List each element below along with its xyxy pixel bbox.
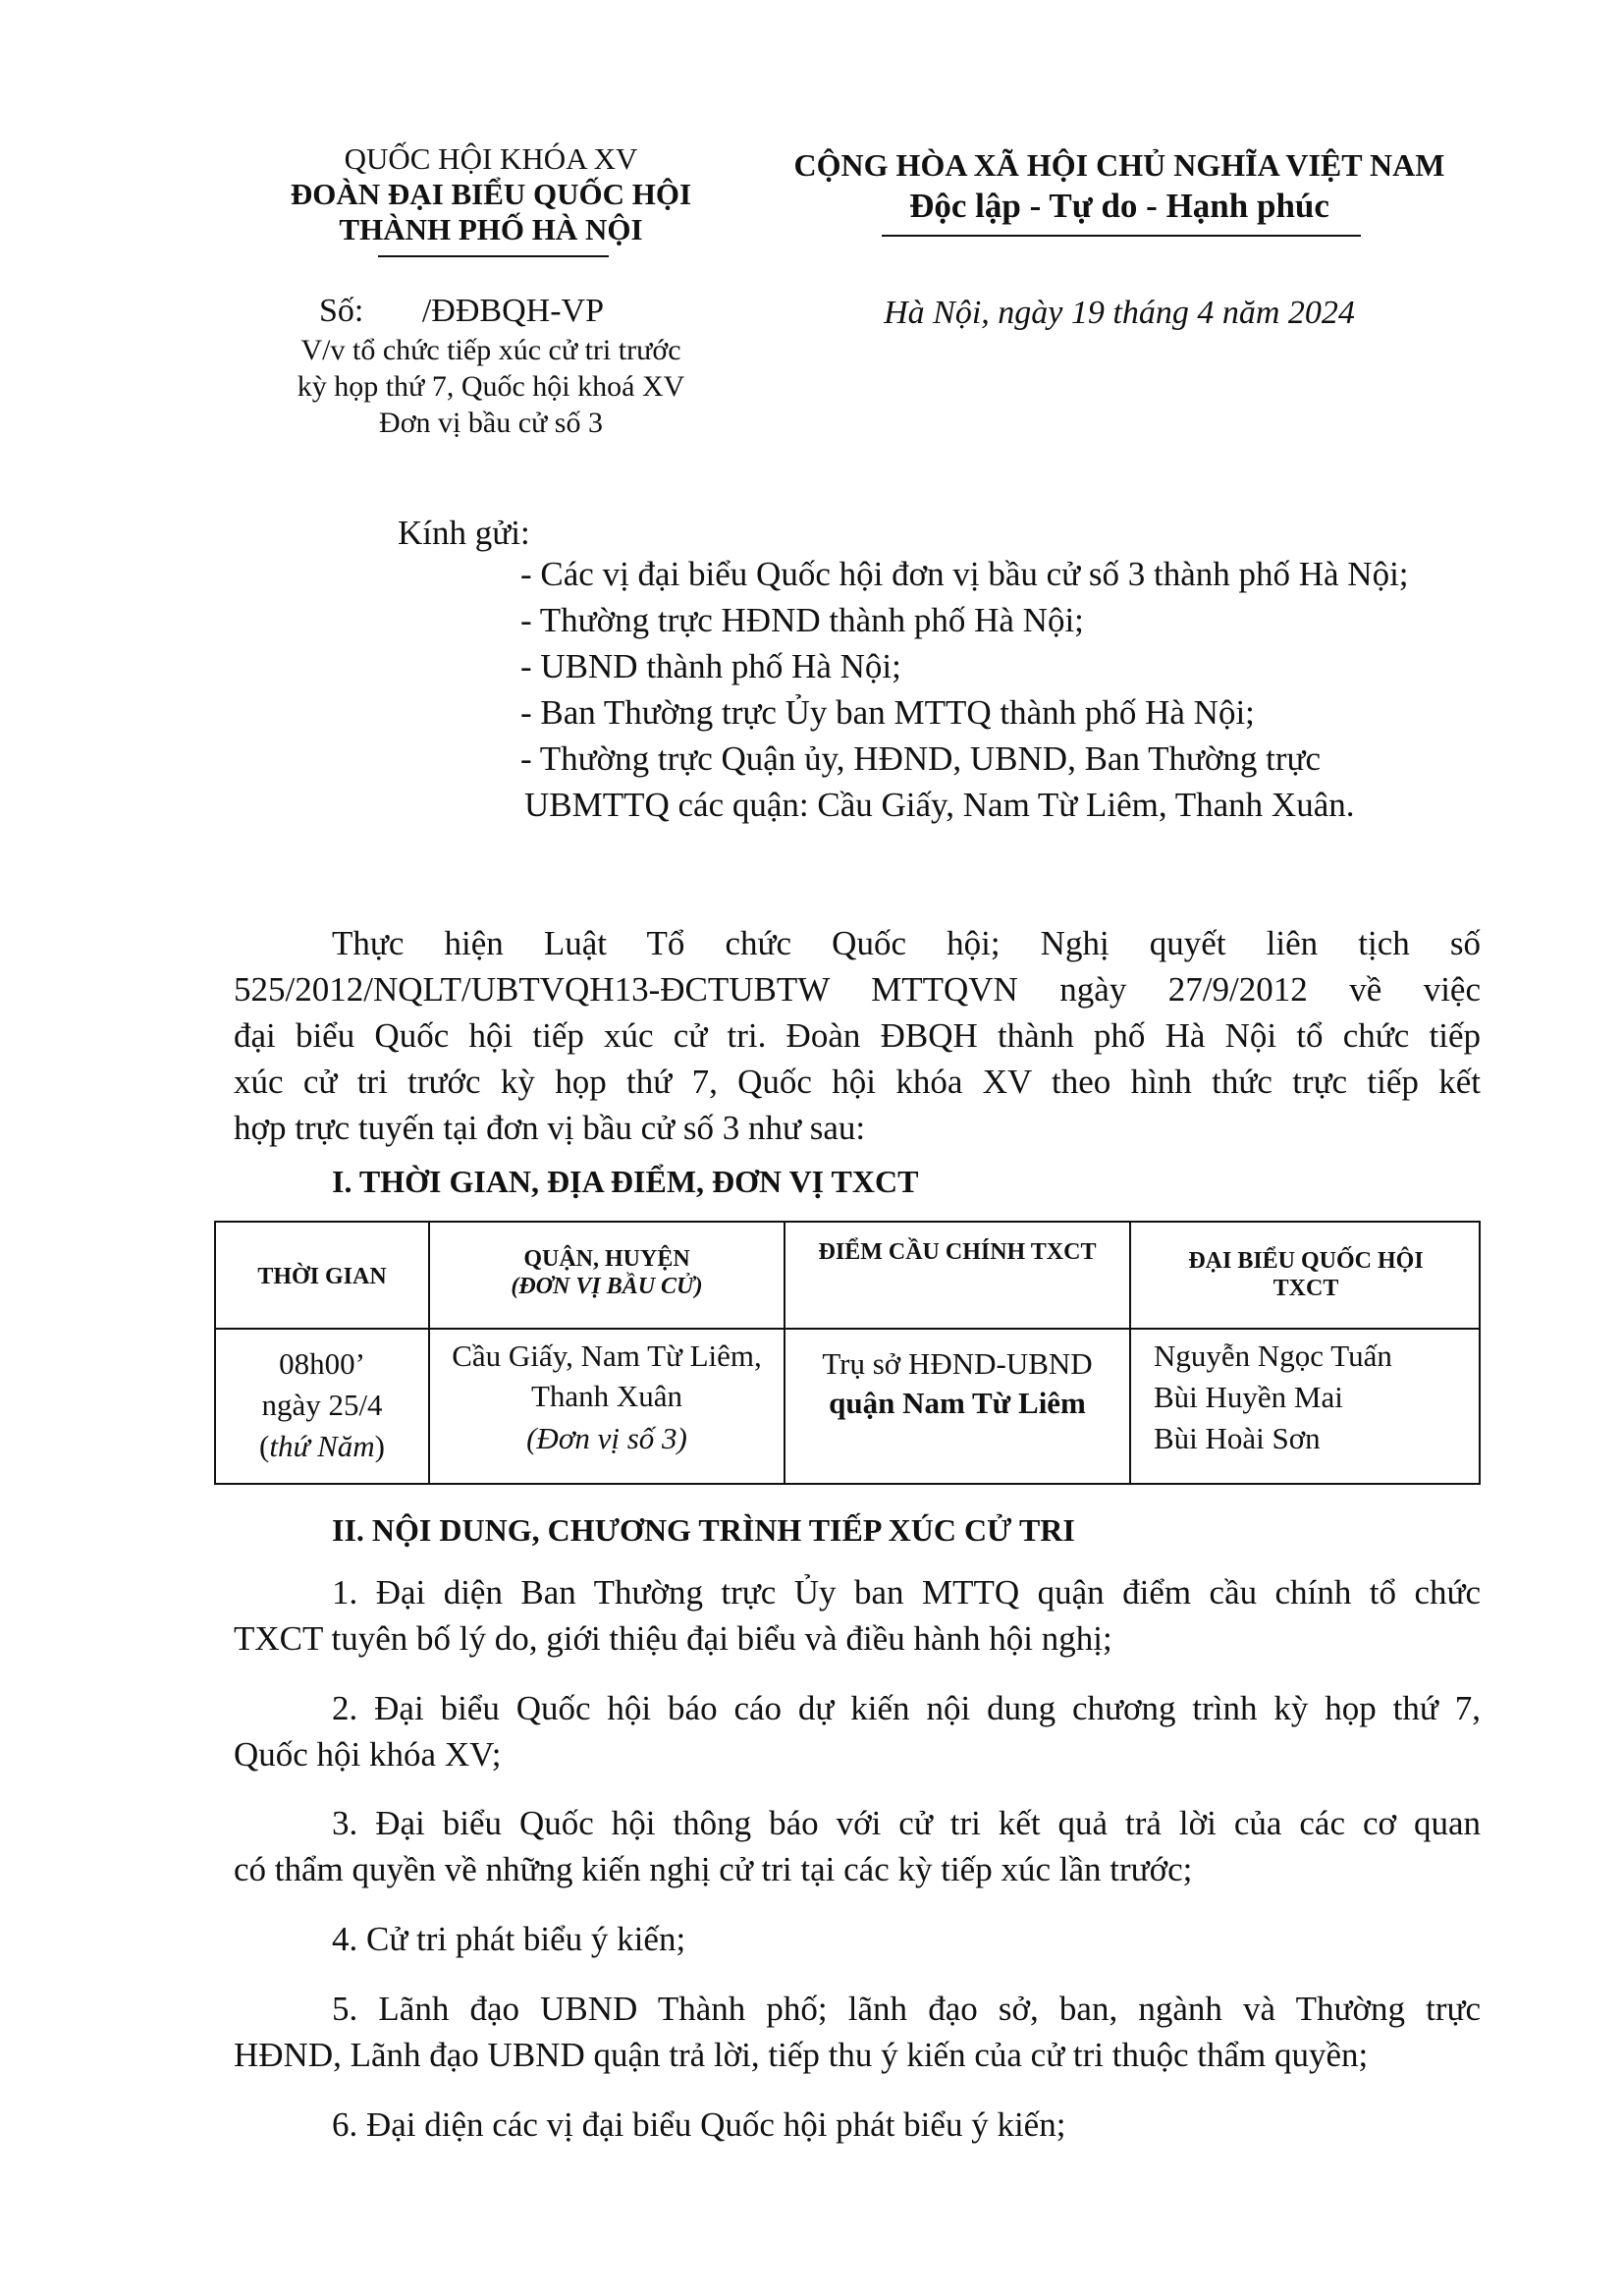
schedule-table xyxy=(214,1221,1481,1485)
header-venue: ĐIỂM CẦU CHÍNH TXCT xyxy=(818,1239,1097,1265)
document-date: Hà Nội, ngày 19 tháng 4 năm 2024 xyxy=(884,295,1355,331)
subject-line-2: kỳ họp thứ 7, Quốc hội khoá XV xyxy=(297,370,685,403)
cell-time-date: ngày 25/4 xyxy=(261,1388,383,1422)
header-delegates-2: TXCT xyxy=(1272,1276,1339,1301)
cell-delegate: Bùi Huyền Mai xyxy=(1154,1380,1343,1414)
header-district: QUẬN, HUYỆN xyxy=(523,1246,690,1272)
program-item-5-line-2: HĐND, Lãnh đạo UBND quận trả lời, tiếp thu ý kiến của cử tri thuộc thẩm quyền; xyxy=(234,2036,1369,2074)
subject-line-3: Đơn vị bầu cử số 3 xyxy=(379,407,603,439)
program-item-1-line-1: 1. Đại diện Ban Thường trực Ủy ban MTTQ quận điểm cầu chính tổ chức xyxy=(332,1573,1481,1611)
intro-line-4: xúc cử tri trước kỳ họp thứ 7, Quốc hội khóa XV theo hình thức trực tiếp kết xyxy=(234,1063,1481,1101)
recipient-item: - Các vị đại biểu Quốc hội đơn vị bầu cử số 3 thành phố Hà Nội; xyxy=(520,555,1409,593)
program-item-3-line-1: 3. Đại biểu Quốc hội thông báo với cử tri kết quả trả lời của các cơ quan xyxy=(332,1804,1481,1842)
program-item-2-line-1: 2. Đại biểu Quốc hội báo cáo dự kiến nội dung chương trình kỳ họp thứ 7, xyxy=(332,1689,1481,1727)
program-item-6: 6. Đại diện các vị đại biểu Quốc hội phát biểu ý kiến; xyxy=(332,2105,1066,2144)
recipient-item: - Thường trực Quận ủy, HĐND, UBND, Ban Thường trực xyxy=(520,739,1322,778)
program-item-3-line-2: có thẩm quyền về những kiến nghị cử tri tại các kỳ tiếp xúc lần trước; xyxy=(234,1850,1193,1888)
assembly-term: QUỐC HỘI KHÓA XV xyxy=(344,141,638,176)
program-item-1-line-2: TXCT tuyên bố lý do, giới thiệu đại biểu và điều hành hội nghị; xyxy=(234,1619,1112,1658)
motto-underline xyxy=(882,235,1361,237)
subject-line-1: V/v tổ chức tiếp xúc cử tri trước xyxy=(300,334,681,366)
cell-district: Cầu Giấy, Nam Từ Liêm, xyxy=(452,1338,762,1373)
cell-time-weekday: (thứ Năm) xyxy=(259,1429,385,1463)
city-name: THÀNH PHỐ HÀ NỘI xyxy=(339,212,643,246)
intro-line-5: hợp trực tuyến tại đơn vị bầu cử số 3 như sau: xyxy=(234,1109,866,1147)
header-time: THỜI GIAN xyxy=(257,1264,387,1289)
national-motto: Độc lập - Tự do - Hạnh phúc xyxy=(909,187,1329,225)
section-1-title: I. THỜI GIAN, ĐỊA ĐIỂM, ĐƠN VỊ TXCT xyxy=(332,1164,919,1199)
cell-venue: Trụ sở HĐND-UBND xyxy=(822,1346,1093,1381)
country-name: CỘNG HÒA XÃ HỘI CHỦ NGHĨA VIỆT NAM xyxy=(793,147,1445,183)
cell-venue-district: quận Nam Từ Liêm xyxy=(829,1386,1086,1420)
recipient-item: - Ban Thường trực Ủy ban MTTQ thành phố Hà Nội; xyxy=(520,693,1255,732)
program-item-5-line-1: 5. Lãnh đạo UBND Thành phố; lãnh đạo sở, ban, ngành và Thường trực xyxy=(332,1990,1481,2028)
table-row-divider xyxy=(216,1328,1479,1330)
header-delegates: ĐẠI BIỂU QUỐC HỘI xyxy=(1188,1248,1424,1274)
intro-line-3: đại biểu Quốc hội tiếp xúc cử tri. Đoàn ĐBQH thành phố Hà Nội tổ chức tiếp xyxy=(234,1016,1481,1055)
delegation-name: ĐOÀN ĐẠI BIỂU QUỐC HỘI xyxy=(290,177,692,211)
recipient-item: UBMTTQ các quận: Cầu Giấy, Nam Từ Liêm, Thanh Xuân. xyxy=(524,786,1355,824)
program-item-2-line-2: Quốc hội khóa XV; xyxy=(234,1735,502,1774)
intro-line-2: 525/2012/NQLT/UBTVQH13-ĐCTUBTW MTTQVN ngày 27/9/2012 về việc xyxy=(234,970,1481,1009)
recipient-item: - Thường trực HĐND thành phố Hà Nội; xyxy=(520,601,1084,639)
cell-time-hour: 08h00’ xyxy=(279,1346,365,1381)
cell-delegate: Nguyễn Ngọc Tuấn xyxy=(1154,1338,1392,1373)
cell-delegate: Bùi Hoài Sơn xyxy=(1154,1421,1321,1455)
recipient-item: - UBND thành phố Hà Nội; xyxy=(520,647,901,685)
header-district-unit: (ĐƠN VỊ BẦU CỬ) xyxy=(511,1274,703,1299)
program-item-4: 4. Cử tri phát biểu ý kiến; xyxy=(332,1920,686,1958)
intro-line-1: Thực hiện Luật Tổ chức Quốc hội; Nghị quyết liên tịch số xyxy=(332,924,1481,962)
section-2-title: II. NỘI DUNG, CHƯƠNG TRÌNH TIẾP XÚC CỬ TRI xyxy=(332,1512,1075,1548)
document-number: Số: /ĐĐBQH-VP xyxy=(319,293,604,329)
cell-district-2: Thanh Xuân xyxy=(530,1379,683,1413)
cell-district-unit: (Đơn vị số 3) xyxy=(526,1421,687,1455)
header-left-underline xyxy=(378,255,609,257)
greeting: Kính gửi: xyxy=(398,514,530,552)
